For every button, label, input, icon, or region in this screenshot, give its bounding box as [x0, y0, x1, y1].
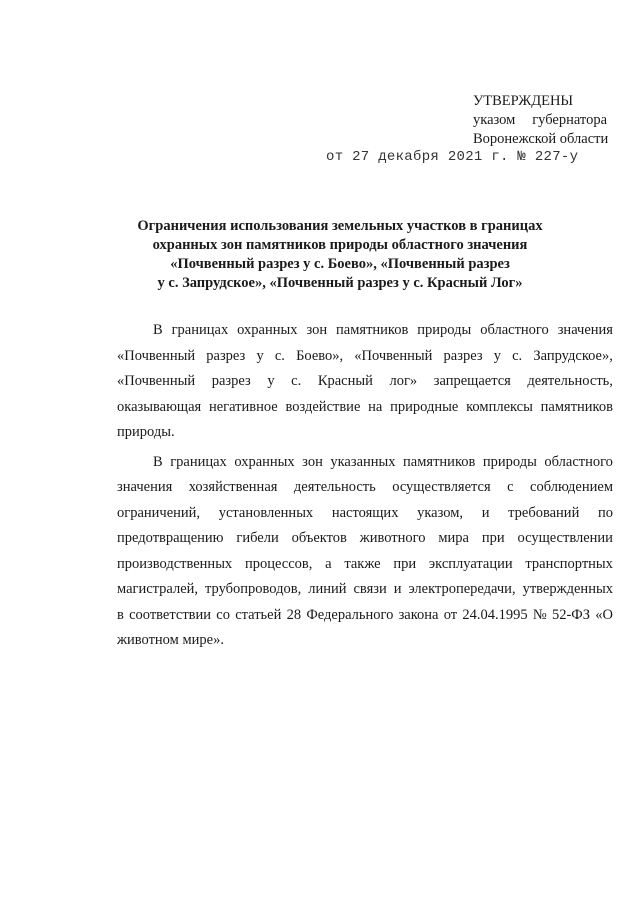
text-word: границах	[170, 453, 227, 470]
text-word: закона	[398, 606, 439, 623]
title-line: «Почвенный разрез у с. Боево», «Почвенный разрез	[170, 256, 510, 272]
text-word: связи	[353, 581, 387, 597]
text-word: «Почвенный	[117, 347, 196, 364]
approval-region: Воронежской области	[473, 131, 609, 147]
text-word: Боево»,	[296, 347, 344, 364]
approval-word: губернатора	[532, 112, 607, 128]
text-word: разрез	[443, 347, 483, 364]
text-word: линий	[308, 581, 347, 597]
text-word: и	[393, 581, 402, 597]
text-word: областного	[480, 322, 549, 338]
text-word: указанных	[330, 453, 396, 470]
text-word: и	[481, 504, 490, 521]
text-word: по	[597, 504, 613, 521]
text-word: 24.04.1995	[462, 606, 528, 623]
text-word: 28	[286, 606, 302, 623]
text-word: объектов	[291, 530, 347, 546]
text-word: соответствии	[129, 606, 212, 623]
paragraph-1	[117, 318, 613, 446]
text-word: памятников	[403, 453, 476, 470]
text-word: предотвращению	[117, 530, 224, 546]
text-word: запрещается	[433, 373, 511, 389]
text-word: №	[532, 606, 547, 623]
text-line: природы.	[117, 424, 175, 440]
text-word: В	[153, 453, 163, 470]
text-word: электропередачи,	[408, 581, 516, 597]
text-word: трубопроводов,	[205, 581, 302, 597]
text-word: также	[344, 555, 381, 572]
text-word: воздействие	[285, 398, 361, 415]
text-word: с	[507, 479, 514, 495]
text-word: у	[493, 347, 501, 364]
text-line	[117, 552, 613, 578]
text-word: природные	[390, 398, 459, 415]
text-word: хозяйственная	[188, 479, 278, 495]
text-word: утвержденных	[522, 581, 613, 597]
text-word: гибели	[236, 530, 279, 546]
text-word: В	[153, 322, 163, 338]
text-line	[117, 577, 613, 603]
text-word: с.	[274, 347, 285, 364]
text-word: осуществлении	[517, 530, 613, 546]
approval-heading: УТВЕРЖДЕНЫ	[473, 93, 574, 109]
text-word: деятельность	[293, 479, 376, 495]
text-line: животном мире».	[117, 632, 224, 648]
text-word: разрез	[206, 347, 246, 364]
text-line	[117, 450, 613, 476]
text-word: охранных	[234, 453, 295, 470]
text-word: эксплуатации	[428, 555, 513, 572]
title-line: у с. Запрудское», «Почвенный разрез у с. Красный Лог»	[157, 275, 523, 291]
text-word: статьей	[235, 606, 282, 623]
text-word: при	[481, 530, 505, 546]
text-word: с.	[291, 373, 302, 389]
approval-word: указом	[473, 112, 516, 128]
text-word: магистралей,	[117, 581, 199, 597]
paragraph-2	[117, 450, 613, 654]
text-word: соблюдением	[530, 479, 613, 495]
text-line	[117, 369, 613, 395]
text-word: в	[117, 606, 124, 623]
text-word: охранных	[237, 322, 298, 338]
text-word: комплексы	[466, 398, 533, 415]
text-word: мира	[438, 530, 469, 546]
text-word: процессов,	[244, 555, 313, 572]
text-word: указом,	[417, 504, 464, 521]
text-word: зон	[306, 322, 328, 338]
text-word: памятников	[540, 398, 613, 415]
text-line	[117, 344, 613, 370]
text-word: зон	[302, 453, 323, 470]
document-title	[100, 217, 580, 293]
approval-decree-line	[473, 111, 607, 130]
text-line	[117, 318, 613, 344]
text-word: природы	[482, 453, 537, 470]
text-word: природы	[417, 322, 472, 338]
text-word: производственных	[117, 555, 233, 572]
text-word: «Почвенный	[117, 373, 196, 389]
text-word: Запрудское»,	[533, 347, 613, 364]
text-word: у	[267, 373, 275, 389]
text-word: лог»	[389, 373, 418, 389]
text-word: от	[443, 606, 458, 623]
text-word: транспортных	[525, 555, 613, 572]
text-word: у	[256, 347, 264, 364]
document-body	[117, 318, 613, 654]
text-word: настоящих	[331, 504, 399, 521]
text-line	[117, 395, 613, 421]
text-word: со	[216, 606, 230, 623]
decree-date-number: от 27 декабря 2021 г. № 227-у	[326, 149, 579, 165]
text-word: ограничений,	[117, 504, 201, 521]
text-word: Федерального	[306, 606, 394, 623]
text-word: оказывающая	[117, 398, 202, 415]
text-word: требований	[508, 504, 580, 521]
text-word: разрез	[211, 373, 251, 389]
text-word: при	[393, 555, 417, 572]
text-word: «Почвенный	[354, 347, 433, 364]
text-word: «О	[595, 606, 613, 623]
text-word: деятельность,	[527, 373, 613, 389]
text-word: а	[325, 555, 332, 572]
text-word: областного	[544, 453, 613, 470]
text-line	[117, 603, 613, 629]
text-line	[117, 501, 613, 527]
text-word: 52-ФЗ	[551, 606, 590, 623]
text-line	[117, 475, 613, 501]
text-word: животного	[359, 530, 426, 546]
text-word: границах	[171, 322, 229, 338]
text-word: Красный	[317, 373, 373, 389]
text-line	[117, 526, 613, 552]
text-word: с.	[512, 347, 523, 364]
text-word: памятников	[336, 322, 409, 338]
title-line: Ограничения использования земельных участков в границах	[137, 218, 543, 234]
approval-stamp	[473, 92, 607, 149]
text-word: осуществляется	[392, 479, 491, 495]
text-word: значения	[117, 479, 173, 495]
text-word: установленных	[218, 504, 314, 521]
title-line: охранных зон памятников природы областного значения	[152, 237, 528, 253]
text-word: негативное	[208, 398, 278, 415]
text-word: на	[368, 398, 383, 415]
text-word: значения	[557, 322, 613, 338]
